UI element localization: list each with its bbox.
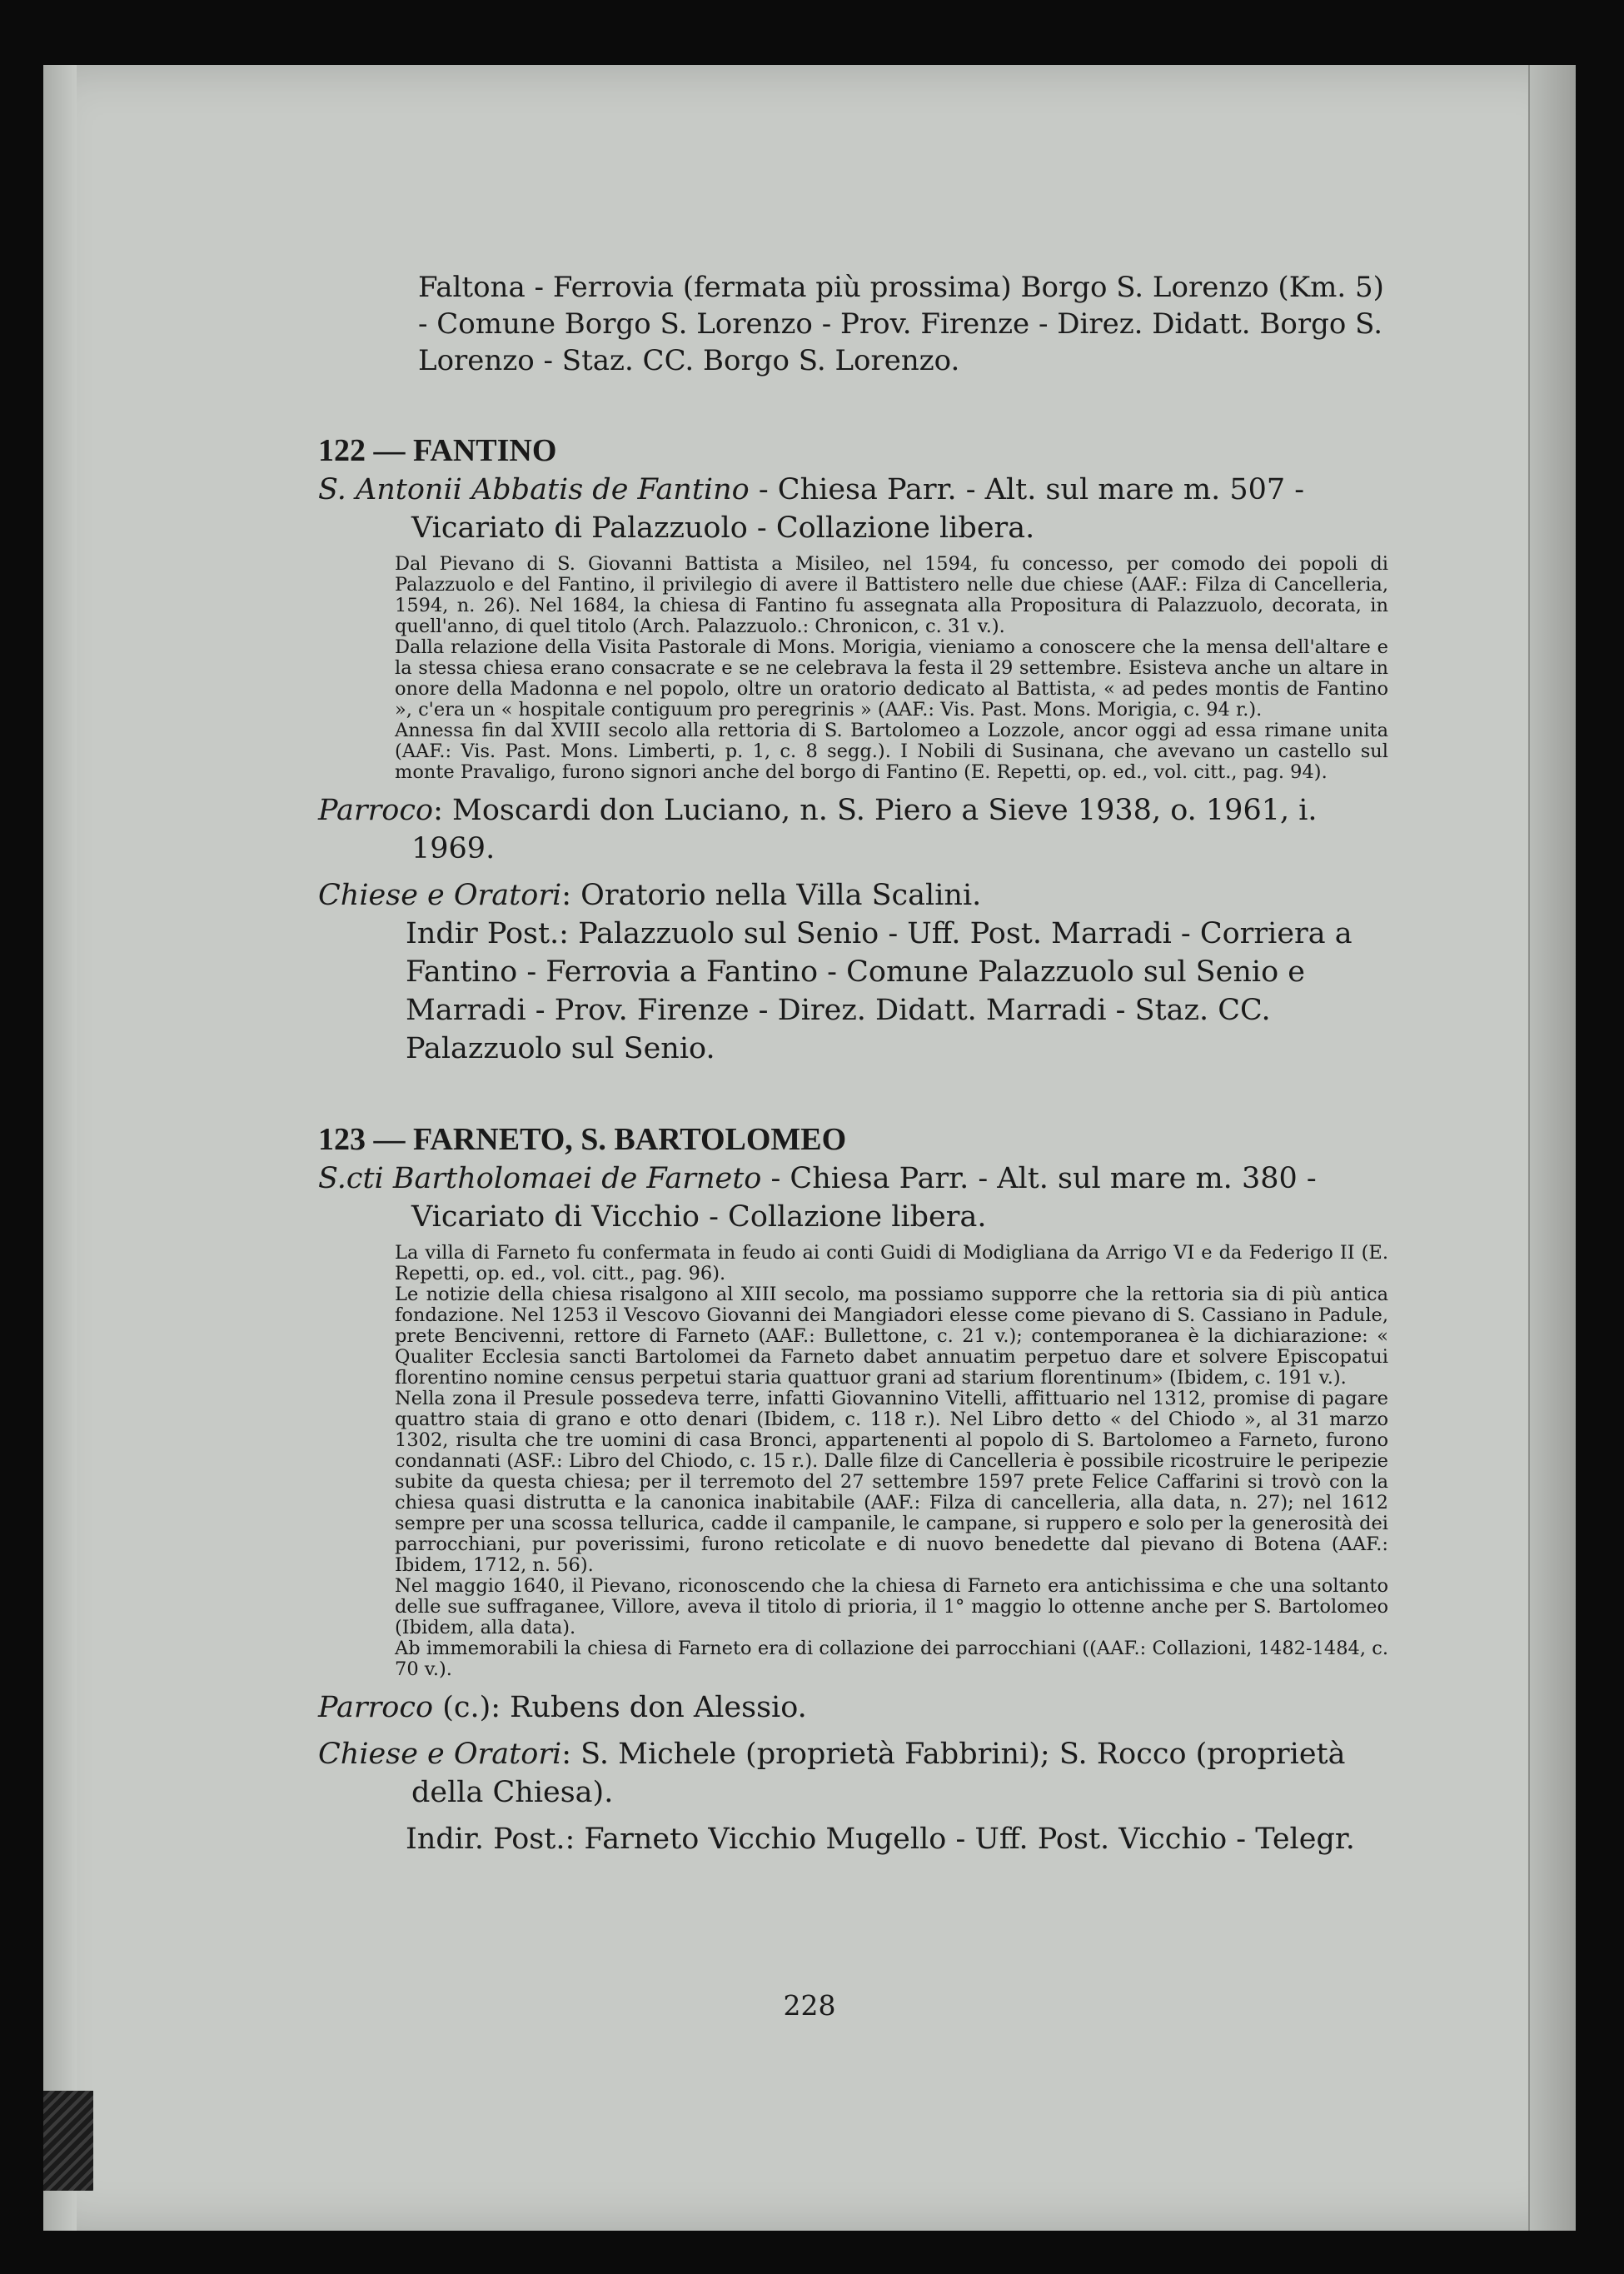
entry-123-address: Indir. Post.: Farneto Vicchio Mugello - Uff. Post. Vicchio - Telegr. xyxy=(406,1823,1355,1856)
entry-122-latin-name: S. Antonii Abbatis de Fantino xyxy=(318,473,750,506)
intro-paragraph: Faltona - Ferrovia (fermata più prossima) Borgo S. Lorenzo (Km. 5) - Comune Borgo S. Lorenzo - Prov. Firenze - Direz. Didatt. Borgo S. Lorenzo - Staz. CC. Borgo S. Lorenzo. xyxy=(418,271,1384,377)
chiese-label: Chiese e Oratori xyxy=(318,879,562,912)
parroco-label: Parroco xyxy=(318,1691,434,1724)
entry-123-note: Ab immemorabili la chiesa di Farneto era di collazione dei parrocchiani ((AAF.: Collazioni, 1482-1484, c. 70 v.). xyxy=(395,1638,1388,1680)
entry-123-note: Nella zona il Presule possedeva terre, infatti Giovannino Vitelli, affittuario nel 1312, promise di pagare quattro staia di grano e otto denari (Ibidem, c. 118 r.). Nel Libro detto « del Chiodo », al 31 marzo 1302, risulta che tre uomini di casa Bronci, appartenenti al popolo di S. Bartolomeo a Farneto, furono condannati (ASF.: Libro del Chiodo, c. 15 r.). Dalle filze di Cancelleria è possibile ricostruire le peripezie subite da questa chiesa; per il terremoto del 27 settembre 1597 prete Felice Caffarini si trovò con la chiesa quasi distrutta e la canonica inabitabile (AAF.: Filza di cancelleria, alla data, n. 27); nel 1612 sempre per una scossa tellurica, cadde il campanile, le campane, si ruppero e solo per la generosità dei parrocchiani, pur poverissimi, furono reticolate e di nuovo benedette dal pievano di Botena (AAF.: Ibidem, 1712, n. 56). xyxy=(395,1388,1388,1576)
entry-122-chiese xyxy=(318,876,1388,915)
page-gutter xyxy=(1528,65,1576,2231)
entry-123-note: Nel maggio 1640, il Pievano, riconoscendo che la chiesa di Farneto era antichissima e che una soltanto delle sue suffraganee, Villore, aveva il titolo di prioria, il 1° maggio lo ottenne anche per S. Bartolomeo (Ibidem, alla data). xyxy=(395,1575,1388,1638)
entry-122 xyxy=(318,431,1388,1068)
parroco-value: (c.): Rubens don Alessio. xyxy=(433,1691,807,1724)
chiese-value: : Oratorio nella Villa Scalini. xyxy=(561,879,982,912)
entry-123-notes xyxy=(395,1243,1388,1680)
entry-122-heading-line xyxy=(318,471,1388,547)
parroco-label: Parroco xyxy=(318,794,434,827)
entry-123 xyxy=(318,1120,1388,1858)
page-content xyxy=(318,269,1388,1858)
binder-clip xyxy=(43,2091,93,2191)
entry-122-heading-details: - Chiesa Parr. - Alt. sul mare m. 507 - Vicariato di Palazzuolo - Collazione libera. xyxy=(411,473,1305,545)
entry-122-notes xyxy=(395,554,1388,783)
entry-122-note: Dal Pievano di S. Giovanni Battista a Misileo, nel 1594, fu concesso, per comodo dei popoli di Palazzuolo e del Fantino, il privilegio di avere il Battistero nelle due chiese (AAF.: Filza di Cancelleria, 1594, n. 26). Nel 1684, la chiesa di Fantino fu assegnata alla Propositura di Palazzuolo, decorata, in quell'anno, di quel titolo (Arch. Palazzuolo.: Chronicon, c. 31 v.). xyxy=(395,553,1388,637)
entry-122-title: 122 — FANTINO xyxy=(318,433,557,468)
entry-122-parroco xyxy=(318,791,1388,868)
entry-123-title: 123 — FARNETO, S. BARTOLOMEO xyxy=(318,1122,847,1157)
parroco-value: : Moscardi don Luciano, n. S. Piero a Sieve 1938, o. 1961, i. 1969. xyxy=(411,794,1318,865)
entry-123-note: La villa di Farneto fu confermata in feudo ai conti Guidi di Modigliana da Arrigo VI e da Federigo II (E. Repetti, op. ed., vol. citt., pag. 96). xyxy=(395,1242,1388,1284)
entry-122-note: Annessa fin dal XVIII secolo alla rettoria di S. Bartolomeo a Lozzole, ancor oggi ad essa rimane unita (AAF.: Vis. Past. Mons. Limberti, p. 1, c. 8 segg.). I Nobili di Susinana, che avevano un castello sul monte Pravaligo, furono signori anche del borgo di Fantino (E. Repetti, op. ed., vol. citt., pag. 94). xyxy=(395,720,1388,783)
entry-123-heading-line xyxy=(318,1159,1388,1236)
chiese-value: : S. Michele (proprietà Fabbrini); S. Rocco (proprietà della Chiesa). xyxy=(411,1738,1346,1809)
page-number: 228 xyxy=(783,1989,836,2022)
entry-123-heading-details: - Chiesa Parr. - Alt. sul mare m. 380 - Vicariato di Vicchio - Collazione libera. xyxy=(411,1162,1317,1234)
entry-123-latin-name: S.cti Bartholomaei de Farneto xyxy=(318,1162,762,1195)
entry-122-address: Indir Post.: Palazzuolo sul Senio - Uff. Post. Marradi - Corriera a Fantino - Ferrovia a Fantino - Comune Palazzuolo sul Senio e Marradi - Prov. Firenze - Direz. Didatt. Marradi - Staz. CC. Palazzuolo sul Senio. xyxy=(406,917,1353,1065)
entry-123-chiese xyxy=(318,1735,1388,1812)
entry-123-note: Le notizie della chiesa risalgono al XIII secolo, ma possiamo supporre che la rettoria sia di più antica fondazione. Nel 1253 il Vescovo Giovanni dei Mangiadori elesse come pievano di S. Cassiano in Padule, prete Bencivenni, rettore di Farneto (AAF.: Bullettone, c. 21 v.); contemporanea è la dichiarazione: « Qualiter Ecclesia sancti Bartolomei da Farneto dabet annuatim perpetuo dare et solvere Episcopatui florentino nomine census perpetui staria quattuor grani ad starium florentinum» (Ibidem, c. 191 v.). xyxy=(395,1284,1388,1389)
entry-123-parroco xyxy=(318,1688,1388,1727)
page-left-edge xyxy=(43,65,77,2231)
entry-122-note: Dalla relazione della Visita Pastorale di Mons. Morigia, vieniamo a conoscere che la mensa dell'altare e la stessa chiesa erano consacrate e se ne celebrava la festa il 29 settembre. Esisteva anche un altare in onore della Madonna e nel popolo, oltre un oratorio dedicato al Battista, « ad pedes montis de Fantino », c'era un « hospitale contiguum pro peregrinis » (AAF.: Vis. Past. Mons. Morigia, c. 94 r.). xyxy=(395,636,1388,721)
chiese-label: Chiese e Oratori xyxy=(318,1738,562,1771)
book-page xyxy=(43,65,1576,2231)
